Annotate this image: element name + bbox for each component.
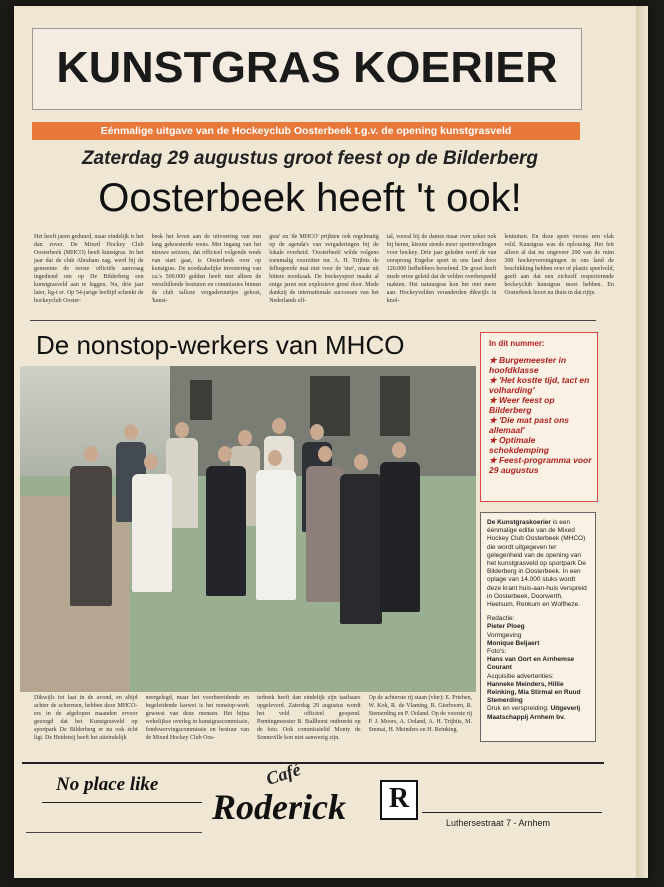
photo-person-head xyxy=(310,424,324,440)
photo-person-head xyxy=(392,442,406,458)
photo-person xyxy=(70,466,112,606)
caption-column: Op de achterste rij staan (vlnr): E. Priehen, W. Kok, R. de Vlaming, R. Gierboorn, R. Stemerding en P. Ooland. Op de voorste rij P. J. Moors, A. Ooland, A. H. Trijbits, M. Smmai, H. Meinders en H. Reinking. xyxy=(368,695,472,733)
photo-window xyxy=(380,376,410,436)
photo-person xyxy=(380,462,420,612)
list-item: ★ 'Het kostte tijd, tact en volharding' xyxy=(489,375,590,395)
value: Hanneke Meinders, Hillie Reinking, Mia Stirmal en Ruud Stemerding xyxy=(487,680,581,705)
ad-rule xyxy=(422,812,602,813)
colofon-intro xyxy=(487,519,589,609)
sidebar-in-dit-nummer xyxy=(480,332,598,502)
sidebar-colofon xyxy=(480,512,596,742)
divider xyxy=(30,320,596,321)
masthead xyxy=(32,28,582,110)
ad-rule xyxy=(26,832,202,833)
ad-cafe-label: Café xyxy=(263,759,304,789)
photo-person-head xyxy=(354,454,368,470)
label: Druk en verspreiding: xyxy=(487,705,549,713)
list-item: ★ 'Die mat past ons allemaal' xyxy=(489,415,570,435)
photo-person-head xyxy=(272,418,286,434)
photo-person xyxy=(132,474,172,592)
photo-person xyxy=(256,470,296,600)
colofon-druk xyxy=(487,705,589,721)
article-column: tal, vooral bij de dames maar over zeker ook bij heren, kiezen steeds meer sportievelingen voor hockey. Drie jaar geleden werd de van oorsprong Engelse sport in ons land door 120.000 liefhebbers beoefend. De groei heeft mede ertoe geleid dat de velden overbespeeld raakten. Het natuurgras kon het niet meer aan. Hockeyvelden veranderden dikwijls in knol- xyxy=(386,234,497,304)
photo-person-head xyxy=(144,454,158,470)
caption-column: terbeek heeft dan eindelijk zijn tastbaars opgeleverd. Zaterdag 29 augustus wordt het veld officieel geopend. Penningmeester B. Stallhorst ontbreekt op de foto. Ook commissielid Monty de Sonneville kon niet aanwezig zijn. xyxy=(257,695,361,741)
photo-person xyxy=(340,474,382,624)
banner-strip: Eénmalige uitgave van de Hockeyclub Oosterbeek t.g.v. de opening kunstgrasveld xyxy=(32,122,580,140)
list-item: ★ Optimale schokdemping xyxy=(489,435,549,455)
article-columns xyxy=(34,233,614,307)
photo-person-head xyxy=(218,446,232,462)
photo-person-head xyxy=(175,422,189,438)
list-item: ★ Weer feest op Bilderberg xyxy=(489,395,555,415)
caption-column: Dikwijls tot laat in de avond, en altijd achter de schermen, hebben deze MHCO-ers in de afgelopen maanden ervoor gezorgd dat het Kunstgrasveld op sportpark De Bilderberg er nu ook écht ligt. De Heideteij heeft het uiteindelijk xyxy=(34,695,138,741)
photo-person-head xyxy=(84,446,98,462)
sidebar-title: In dit nummer: xyxy=(489,339,545,348)
advertisement-cafe-roderick xyxy=(22,759,604,838)
caption-column: neergelegd, maar het voorbereidende en begeleidende karwei is het nonstop-werk geweest van deze mensen. Het bijna wekelijkse overleg in kunstgrascommissie, fondswervingscommissie en bestuur van de Mixed Hockey Club Oos- xyxy=(145,695,249,741)
headline: Oosterbeek heeft 't ook! xyxy=(98,176,522,220)
colofon-acquisitie xyxy=(487,673,589,706)
photo-person xyxy=(306,466,344,602)
photo-person-head xyxy=(318,446,332,462)
ad-slogan: No place like xyxy=(56,774,159,795)
sidebar-list xyxy=(489,355,593,475)
list-item: ★ Burgemeester in hoofdklasse xyxy=(489,355,567,375)
ad-address: Luthersestraat 7 - Arnhem xyxy=(446,818,551,828)
ad-name: Roderick xyxy=(212,787,346,827)
section-title: De nonstop-werkers van MHCO xyxy=(36,330,405,360)
colofon-intro-text: is een éénmalige editie van de Mixed Hockey Club Oosterbeek (MHCO) die wordt uitgegeven ter gelegenheid van de opening van het kunstgrasveld op sportpark De Bilderberg in Oosterbeek. In een oplage van 14.000 stuks wordt deze krant huis-aan-huis verspreid in Oosterbeek, Doorwerth, Heelsum, Renkum en Wolfheze. xyxy=(487,519,587,609)
label: Acquisitie advertenties: xyxy=(487,672,554,680)
subheadline: Zaterdag 29 augustus groot feest op de Bilderberg xyxy=(81,148,539,169)
article-column: Het heeft jaren geduurd, maar eindelijk is het dan zover. De Mixed Hockey Club Oosterbeek (MHCO) heeft kunstgras. In het jaar dat de club Abraham zag, werd bij de gemeente de eerste officiële aanvraag ingediend om op De Bilderberg een kunstgrasveld aan te leggen. Nu, drie jaar later, lig-t er. Op 54-jarige leeftijd schenkt de hockeyclub Ooster- xyxy=(34,234,144,304)
colofon-vormgeving xyxy=(487,632,589,648)
ad-rule xyxy=(42,802,202,803)
value: Monique Beljaert xyxy=(487,639,540,647)
photo-person xyxy=(206,466,246,596)
colofon-intro-bold: De Kunstgraskoerier xyxy=(487,519,551,526)
label: Redactie: xyxy=(487,615,515,623)
colofon-fotos xyxy=(487,648,589,673)
photo-person-head xyxy=(124,424,138,440)
group-photo xyxy=(20,366,476,692)
article-column: lentuinen. En deze sport versus een vlak veld. Kunstgras was de oplossing. Het feit alleen al dat nu ongeveer 200 van de ruim 300 hockeyverenigingen in ons land de beschikking hebben over of plastic speelveld, geeft aan dat een zichzelf respecterende hockeyclub kunstgras moet hebben. En Oosterbeek hoort nu thuis in dat rijtje. xyxy=(504,234,614,296)
label: Vormgeving xyxy=(487,631,522,639)
label: Foto's: xyxy=(487,648,507,656)
photo-window xyxy=(190,380,212,420)
masthead-title: KUNSTGRAS KOERIER xyxy=(56,43,558,92)
article-column: beek het leven aan de uitvoering van een lang gekoesterde wens. Met ingang van het nieuwe seizoen, dat officieel volgende week van start gaat, is Oosterbeek over op kunstgras. De noodzakelijke investering van ca.'s 500.000 gulden heeft niet alleen de verschillende besturen en commissies binnen de club talloze vergaderuurtjes gekost, 'kunst- xyxy=(151,234,262,304)
colofon-redactie xyxy=(487,615,589,631)
roderick-logo-icon: R xyxy=(380,780,418,820)
value: Hans van Oort en Arnhemse Courant xyxy=(487,656,575,672)
photo-person-head xyxy=(238,430,252,446)
list-item: ★ Feest-programma voor 29 augustus xyxy=(489,455,592,475)
article-column: gras' en 'de MHCO' prijkten ook regelmatig op de agenda's van vergaderingen bij de lokale overheid. 'Oosterbeek' wilde volgens toenmalig voorzitter mr. A. H. Trijbits de felbegeerde mat niet voor de 'sier', maar uit bittere noodzaak. De hockeysport maakt al enige jaren een explosieve groei door. Mede dankzij de internationale successen van het Nederlands elf- xyxy=(269,234,379,304)
photo-caption xyxy=(34,694,472,758)
page-fold-shadow xyxy=(636,6,648,878)
value: Uitgeverij Maatschappij Arnhem bv. xyxy=(487,705,581,721)
photo-person-head xyxy=(268,450,282,466)
value: Pieter Ploeg xyxy=(487,623,525,631)
